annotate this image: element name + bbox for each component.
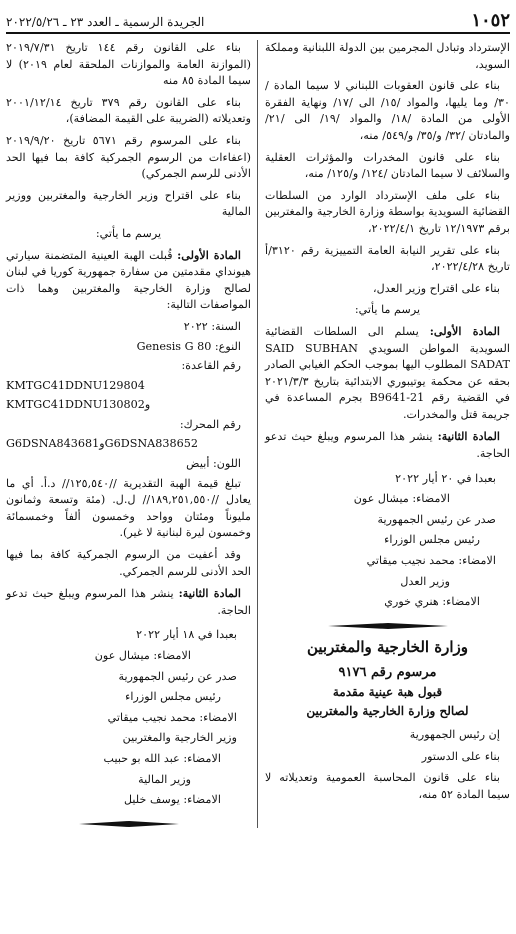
signature-line: وزير المالية bbox=[138, 772, 191, 786]
page-number: ١٠٥٢ bbox=[471, 10, 510, 31]
paragraph: بناء على قانون العقوبات اللبناني لا سيما المادة /٣٠/ وما يليها، والمواد /١٥/ الى /١٧/ ونهاية الفقرة الأولى من المادة /١٨/ والمواد /١٩/ الى /٢١/ والمادتان /٣٢/ و/٣٥/ و/٥٤٩/ منه، bbox=[265, 79, 510, 142]
signature-line: وزير الخارجية والمغتربين bbox=[122, 731, 237, 745]
paragraph: وقد أعفيت من الرسوم الجمركية كافة بما فيها الحد الأدنى للرسم الجمركي. bbox=[6, 548, 251, 578]
signature-line: وزير العدل bbox=[400, 574, 450, 588]
signature-line: الامضاء: محمد نجيب ميقاتي bbox=[107, 710, 237, 724]
spec-color: اللون: أبيض bbox=[186, 457, 241, 471]
date-line: بعبدا في ٢٠ أيار ٢٠٢٢ bbox=[395, 471, 496, 485]
ministry-title: وزارة الخارجية والمغتربين bbox=[306, 637, 469, 656]
signature-line: الامضاء: ميشال عون bbox=[353, 492, 450, 506]
date-line: بعبدا في ١٨ أيار ٢٠٢٢ bbox=[136, 628, 237, 642]
paragraph: الإسترداد وتبادل المجرمين بين الدولة اللبنانية ومملكة السويد، bbox=[265, 41, 510, 71]
decree-subtitle: لصالح وزارة الخارجية والمغتربين bbox=[306, 703, 469, 718]
spec-chassis-label: رقم القاعدة: bbox=[181, 359, 241, 373]
spec-year: السنة: ٢٠٢٢ bbox=[183, 319, 241, 333]
article-label: المادة الثانية: bbox=[437, 429, 500, 444]
signature-line: الامضاء: يوسف خليل bbox=[123, 793, 221, 807]
decrees-line: يرسم ما يأتي: bbox=[354, 303, 421, 317]
paragraph: بناء على قانون المحاسبة العمومية وتعديلاته لا سيما المادة ٥٢ منه، bbox=[265, 771, 510, 801]
signature-line: رئيس مجلس الوزراء bbox=[125, 690, 221, 704]
paragraph: بناء على القانون رقم ١٤٤ تاريخ ٢٠١٩/٧/٣١ (الموازنة العامة والموازنات الملحقة لعام ٢٠١٩) لا سيما المادة ٨٥ منه bbox=[6, 41, 251, 88]
article-label: المادة الثانية: bbox=[178, 586, 241, 601]
signature-line: رئيس مجلس الوزراء bbox=[384, 533, 480, 547]
paragraph: بناء على اقتراح وزير الخارجية والمغتربين ووزير المالية bbox=[6, 188, 251, 219]
spec-engine-value: G6DSNA843681وG6DSNA838652 bbox=[6, 437, 198, 451]
article-one bbox=[265, 323, 510, 424]
paragraph: بناء على ملف الإسترداد الوارد من السلطات القضائية السويدية بواسطة وزارة الخارجية والمغتربين برقم ١٢/١٩٧٣ تاريخ ٢٠٢٢/٤/١، bbox=[265, 188, 510, 235]
article-two bbox=[265, 428, 510, 462]
paragraph: تبلغ قيمة الهبة التقديرية //١٢٥,٥٤٠// د.أ. أي ما يعادل //١٨٩,٢٥١,٥٥٠// ل.ل. (مئة وتسعة وثمانون مليوناً ومئتان وواحد وخمسون ألفاً وخمسمائة وخمسون ليرة لبنانية لا غير). bbox=[6, 476, 251, 540]
signature-line: الامضاء: هنري خوري bbox=[384, 595, 480, 609]
signature-line: صدر عن رئيس الجمهورية bbox=[118, 669, 237, 683]
signature-line: الامضاء: عبد الله بو حبيب bbox=[103, 751, 221, 765]
decree-subtitle: قبول هبة عينية مقدمة bbox=[332, 685, 443, 699]
left-column bbox=[6, 40, 251, 837]
article-label: المادة الأولى: bbox=[177, 247, 241, 262]
ornament-divider bbox=[328, 621, 448, 631]
spec-type bbox=[6, 339, 251, 356]
right-column bbox=[265, 40, 510, 809]
article-label: المادة الأولى: bbox=[429, 323, 500, 338]
spec-engine-label: رقم المحرك: bbox=[179, 417, 241, 431]
paragraph: بناء على اقتراح وزير العدل، bbox=[372, 281, 500, 295]
article-one bbox=[6, 247, 251, 314]
article-text: قُبلت الهبة العينية المتضمنة سيارتي هيونداي مقدمتين من سفارة جمهورية كوريا في لبنان لصالح وزارة الخارجية والمغتربين وهما ذات المواصفات التالية: bbox=[6, 248, 251, 312]
signature-line: صدر عن رئيس الجمهورية bbox=[377, 512, 496, 526]
paragraph: بناء على قانون المخدرات والمؤثرات العقلية والسلائف لا سيما المادتان /١٢٤/ و/١٢٥/ منه، bbox=[265, 150, 510, 181]
paragraph: بناء على الدستور bbox=[421, 749, 500, 763]
column-divider bbox=[257, 40, 258, 828]
paragraph: إن رئيس الجمهورية bbox=[409, 728, 500, 742]
journal-title: الجريدة الرسمية ـ العدد ٢٣ ـ ٢٠٢٢/٥/٢٦ bbox=[6, 15, 205, 29]
spec-type-value: Genesis G 80 bbox=[136, 339, 212, 353]
article-text: ينشر هذا المرسوم ويبلغ حيث تدعو الحاجة. bbox=[6, 587, 251, 617]
article-two bbox=[6, 585, 251, 619]
signature-block bbox=[6, 627, 251, 808]
page-header bbox=[6, 6, 510, 34]
signature-block bbox=[265, 471, 510, 611]
decree-title: مرسوم رقم ٩١٧٦ bbox=[338, 665, 437, 681]
spec-chassis-1: KMTGC41DDNU129804 bbox=[6, 378, 145, 392]
ornament-divider bbox=[79, 819, 179, 829]
paragraph: بناء على القانون رقم ٣٧٩ تاريخ ٢٠٠١/١٢/١٤ وتعديلاته (الضريبة على القيمة المضافة)، bbox=[6, 95, 251, 126]
spec-type-label: النوع: bbox=[214, 339, 241, 353]
paragraph: بناء على تقرير النيابة العامة التمييزية رقم ٣١٢٠/أ تاريخ ٢٠٢٢/٤/٢٨، bbox=[265, 243, 510, 274]
signature-line: الامضاء: ميشال عون bbox=[94, 649, 191, 662]
spec-chassis-2: KMTGC41DDNU130802و bbox=[6, 398, 151, 412]
article-text: يسلم الى السلطات القضائية السويدية المواطن السويدي SAID SUBHAN SADAT المطلوب اليها بموجب الحكم الغيابي الصادر بحقه عن محكمة يوتيبوري الابتدائية بتاريخ ٢٠٢١/٣/٣ في القضية رقم B9641-21 بجرم المساعدة في جريمة قتل والمخدرات. bbox=[265, 324, 511, 421]
signature-line: الامضاء: محمد نجيب ميقاتي bbox=[366, 554, 496, 568]
article-text: ينشر هذا المرسوم ويبلغ حيث تدعو الحاجة. bbox=[265, 430, 510, 461]
paragraph: بناء على المرسوم رقم ٥٦٧١ تاريخ ٢٠١٩/٩/٢٠ (اعفاءات من الرسوم الجمركية كافة بما فيها الحد الأدنى للرسم الجمركي) bbox=[6, 133, 251, 181]
decrees-line: يرسم ما يأتي: bbox=[95, 226, 162, 240]
